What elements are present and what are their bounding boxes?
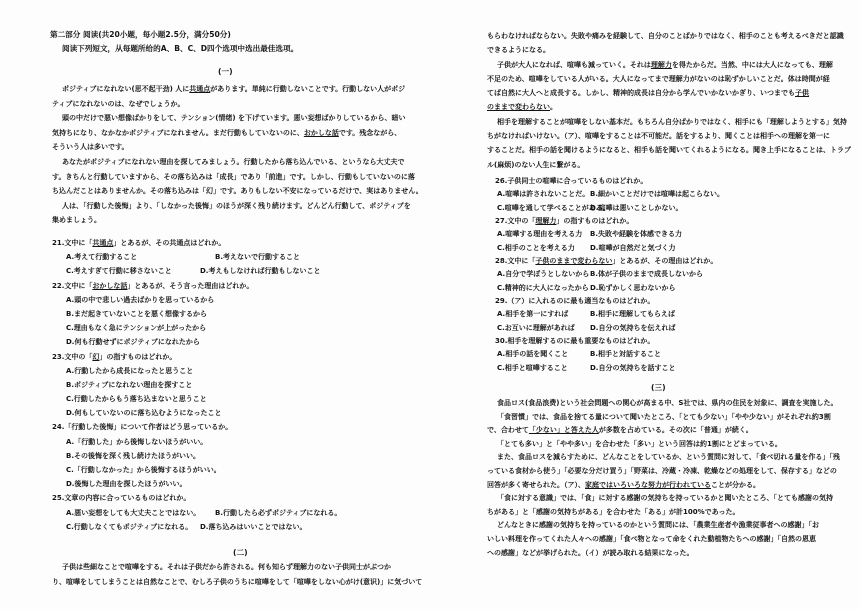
question-30-stem: 30.相手を理解するのに最も重要なものはどれか。 [495, 337, 655, 346]
line-text: 回答が多く寄せられた。（ア）、 [487, 480, 585, 489]
option-a: A.悪い妄想をしても大丈夫ことではない。 [66, 508, 201, 517]
passage-line: 不足のため、喧嘩をしている人がいる。大人になってまで理解力がないのは恥ずかしいことだ。体は時間が経 [487, 74, 830, 83]
passage-line [487, 424, 856, 438]
stem-underlined-text: おかしな話 [92, 281, 128, 290]
option-a: A.行動したから成長になったと思うこと [66, 366, 194, 375]
underlined-text: 「少ない」と答えた人 [528, 426, 599, 435]
passage-line: 相手を理解することが喧嘩をしない基本だ。もちろん自分ばかりではなく、相手にも「理解しようとする」気持 [497, 117, 847, 126]
question-26-stem: 26.子供同士の喧嘩に合っているものはどれか。 [495, 177, 648, 185]
option-d: D.考えもしなければ行動もしないこと [200, 267, 321, 276]
option-c: C.お互いに理解があれば [497, 323, 575, 332]
option-b: B.まだ起きていないことを悪く想像するから [66, 309, 207, 318]
option-d: D.何も行動せずにポジティブになれたから [66, 338, 200, 347]
passage-line [487, 100, 856, 114]
option-a: A.頭の中で悲しい過去ばかりを思っているから [66, 295, 215, 304]
passage-line: あなたがポジティブになれない理由を探してみましょう。行動したから落ち込んでいる、というなら大丈夫で [62, 157, 405, 166]
passage-3 [487, 397, 856, 560]
question-21-stem [52, 236, 422, 250]
option-a: A.相手の話を聞くこと [497, 350, 569, 359]
passage-line: り、喧嘩をしてしまうことは自然なことで、むしろ子供のうちに喧嘩をして「喧嘩をしない心がけ(意识)」に気づいて [52, 577, 423, 586]
options-row [487, 282, 856, 295]
stem-underlined-text: 共通点 [92, 239, 114, 247]
option-a: A.考えて行動すること [66, 253, 138, 262]
questions-26-30 [487, 175, 856, 375]
options-row [487, 308, 856, 321]
option-a: A.喧嘩は許されないことだ。 [497, 190, 590, 199]
option-c: C.行動しなくてもポジティブになれる。 [66, 522, 193, 531]
stem-text: 27.文中の「 [495, 217, 536, 226]
passage-line: 集めましょう。 [52, 216, 101, 225]
stem-text: 22.文中に「 [52, 281, 93, 290]
stem-text: 」の指すものはどれか。 [99, 352, 177, 361]
question-27-stem [487, 215, 856, 228]
passage-line: ち込んだことはありませんか。その落ち込みは「幻」です。ありもしない不安になっているだけで、実はありません。 [52, 187, 423, 196]
line-text: 気持ちになり、なかなかポジティブになれません。まだ行動もしていないのに、 [52, 128, 304, 137]
line-text: てば自然に大人へと成長する。しかし、精神的成長は自分から学んでいかないかぎり、いつまでも [487, 89, 795, 98]
option-b: B.相手と対話すること [590, 350, 661, 359]
option-c: C.相手のことを考える力 [497, 243, 575, 252]
option-d: D.何もしていないのに落ち込むようになったこと [66, 409, 222, 418]
option-c: C.「行動しなかった」から後悔するほうがいい。 [66, 466, 221, 474]
options-row [487, 322, 856, 335]
option-b: B.ポジティブになれない理由を探すこと [66, 380, 193, 389]
passage-line: もらわなければならない。失敗や痛みを経験して、自分のことばかりではなく、相手のことも考えるべきだと認識 [487, 32, 844, 40]
options-row [487, 228, 856, 241]
underlined-text: 共通点 [189, 85, 211, 93]
passage-line: ル(麻烦)のない人生に繋がる。 [487, 160, 585, 169]
passage-2-start [52, 560, 422, 589]
option-a: A.喧嘩する理由を考える力 [497, 230, 583, 239]
question-28-stem [487, 255, 856, 268]
passage-line [52, 126, 422, 141]
questions-21-25 [52, 236, 422, 534]
option-c: C.考えすぎて行動に移さないこと [66, 267, 172, 276]
question-25-stem: 25.文章の内容に合っているものはどれか。 [52, 494, 191, 503]
passage-line: 「とても多い」と「やや多い」を合わせた「多い」という回答は約1割にとどまっている。 [497, 439, 782, 448]
passage-line: どんなときに感謝の気持ちを持っているのかという質問には、「農業生産者や漁業従事者への感謝」「お [497, 521, 819, 530]
stem-underlined-text: 子供のままで変わらない [535, 257, 613, 266]
option-b: B.行動したら必ずポジティブになれる。 [215, 508, 342, 517]
options-row [487, 202, 856, 215]
line-text: で、合わせて [487, 426, 529, 435]
passage-1 [52, 82, 422, 228]
underlined-text: 子供 [795, 89, 809, 98]
passage-line: 「食習慣」では、食品を捨てる量について聞いたところ、「とても少ない」「やや少ない」がそれぞれ約3割 [497, 412, 831, 421]
passage-line [487, 86, 856, 100]
question-22-stem [52, 279, 422, 293]
options-row [52, 520, 422, 534]
option-c: C.理由もなく急にテンションが上がったから [66, 324, 207, 333]
passage-line: できるようになる。 [487, 46, 550, 55]
question-29-stem: 29.（ア）に入れるのに最も適当なものはどれか。 [495, 297, 655, 306]
line-text: が多数を占めている。その次に「普通」が続く。 [598, 426, 753, 435]
passage-line: 食品ロス(食品浪费)という社会問題への関心が高まる中、S社では、県内の住民を対象に、調査を実施した。 [497, 399, 838, 407]
line-text: 。 [550, 103, 557, 112]
question-23-stem [52, 350, 422, 364]
option-c: C.精神的に大人になったから [497, 283, 589, 292]
passage-line: 「食に対する意識」では、「食」に対する感謝の気持ちを持っているかと聞いたところ、「とても感謝の気持 [497, 494, 833, 503]
option-c: C.相手と喧嘩すること [497, 363, 568, 372]
passage-line [487, 479, 856, 493]
options-row [52, 264, 422, 278]
stem-underlined-text: 幻 [92, 352, 100, 361]
option-a: A.自分で学ぼうとしないから [497, 270, 590, 279]
passage-line: いしい料理を作ってくれた人々への感謝」「食べ物となって命をくれた動植物たちへの感謝」「自然の恩恵 [487, 534, 816, 543]
passage-line [487, 58, 856, 72]
options-row [487, 188, 856, 201]
line-text: 子供が大人になれば、喧嘩も減っていく。それは [497, 60, 651, 69]
passage-line: 頭の中だけで悪い想像ばかりをして、テンション(情绪) を下げています。悪い妄想ばかりしているから、暗い [62, 114, 406, 123]
passage-line: 人は、「行動した後悔」より、「しなかった後悔」のほうが深く残り続けます。どんどん行動して、ポジティブを [62, 201, 411, 210]
option-b: B.体が子供のままで成長しないから [590, 270, 703, 279]
passage-line: することだ。相手の話を聞けるようになると、相手も話を聞いてくれるようになる。聞き上手になることは、トラブ [487, 146, 851, 155]
underlined-text: 理解力 [650, 60, 672, 69]
stem-text: 28.文中に「 [495, 257, 536, 266]
option-c: C.行動したからもう落ち込まないと思うこと [66, 395, 207, 404]
option-d: D.自分の気持ちを伝えれば [590, 323, 676, 332]
option-b: B.その後悔を深く残し続けたほうがいい。 [66, 451, 200, 460]
passage-line: そういう人は多いです。 [52, 143, 129, 152]
passage-line: への感謝」などが挙げられた。（イ）が読み取れる結果になった。 [487, 548, 694, 557]
line-text: を得たからだ。当然、中には大人になっても、理解 [671, 60, 833, 69]
option-b: B.考えないで行動すること [215, 253, 300, 262]
stem-text: 」の指すものはどれか。 [556, 217, 634, 226]
line-text: ポジティブになれない(思不起干劲) 人に [62, 85, 190, 93]
stem-text: 」とあるが、そう言った理由はどれか。 [127, 281, 254, 290]
options-row [487, 268, 856, 281]
passage-line: また、食品ロスを減らすために、どんなことをしているか、という質問に対して、「食べ切れる量を作る」「残 [497, 453, 840, 462]
line-text: があります。単純に行動しないことです。行動しない人がポジ [210, 85, 406, 93]
stem-underlined-text: 理解力 [535, 217, 557, 226]
line-text: ことが分かる。 [711, 480, 760, 489]
option-a: A.「行動した」から後悔しないほうがいい。 [66, 437, 208, 446]
option-c: C.喧嘩を通して学べることがある。 [497, 203, 610, 212]
section-instruction: 阅读下列短文，从每题所给的A、B、C、D四个选项中选出最佳选项。 [62, 44, 299, 53]
options-row [487, 362, 856, 375]
option-a: A.相手を第一にすれば [497, 310, 569, 319]
options-row [52, 250, 422, 264]
passage-line: っている食材から使う」「必要な分だけ買う」「野菜は、冷蔵・冷凍、乾燥などの処理をして、保存する」などの [487, 466, 837, 475]
option-b: B.失敗や経験を体感できる力 [590, 230, 682, 239]
option-b: B.相手に理解してもらえば [590, 310, 675, 319]
option-d: D.喧嘩が自然だと気づく力 [590, 243, 676, 252]
question-24-stem: 24.「行動した後悔」について作者はどう思っているか。 [52, 423, 233, 432]
passage-line: す。きちんと行動していますから、その落ち込みは「成長」であり「前進」です。しかし、行動もしていないのに落 [52, 172, 415, 181]
options-row [52, 506, 422, 520]
option-d: D.恥ずかしく思わないから [590, 283, 676, 292]
stem-text: 」とあるが、その共通点はどれか。 [113, 239, 226, 247]
stem-text: 21.文中に「 [52, 239, 93, 247]
options-row [487, 348, 856, 361]
passage-1-heading: (一) [218, 67, 233, 76]
section-title: 第二部分 阅读(共20小题，每小题2.5分，满分50分) [50, 30, 231, 39]
passage-line: 子供は些細なことで喧嘩をする。それは子供だから許される。何も知らず理解力のない子供同士がぶつか [62, 563, 391, 571]
underlined-text: 家庭ではいろいろな努力が行われている [585, 480, 711, 489]
passage-2-continued [487, 29, 856, 172]
underlined-text: のままで変わらない [487, 103, 550, 112]
passage-line: ちがなければいけない。（ア）、喧嘩をすることは不可能だ。話をするより、聞くことは相手への理解を第一に [487, 132, 830, 141]
options-row [487, 242, 856, 255]
stem-text: 23.文中の「 [52, 352, 93, 361]
option-b: B.細かいことだけでは喧嘩は起こらない。 [590, 190, 724, 199]
option-d: D.自分の気持ちを話すこと [590, 363, 676, 372]
stem-text: 」とあるが、その理由はどれか。 [612, 257, 718, 266]
option-d: D.落ち込みはいいことではない。 [200, 522, 307, 531]
passage-line: ティブになれないのは、なぜでしょうか。 [52, 99, 185, 108]
underlined-text: おかしな話 [303, 128, 339, 137]
passage-2-heading: (二) [233, 548, 248, 557]
passage-3-heading: (三) [651, 383, 666, 392]
option-d: D.喧嘩は悪いことしかない。 [590, 203, 683, 212]
option-d: D.後悔した理由を探したほうがいい。 [66, 480, 187, 489]
passage-line: ちがある」と「感謝の気持ちがある」を合わせた「ある」が計100%であった。 [487, 507, 740, 516]
passage-line [52, 82, 422, 97]
line-text: です。残念ながら、 [338, 128, 402, 137]
